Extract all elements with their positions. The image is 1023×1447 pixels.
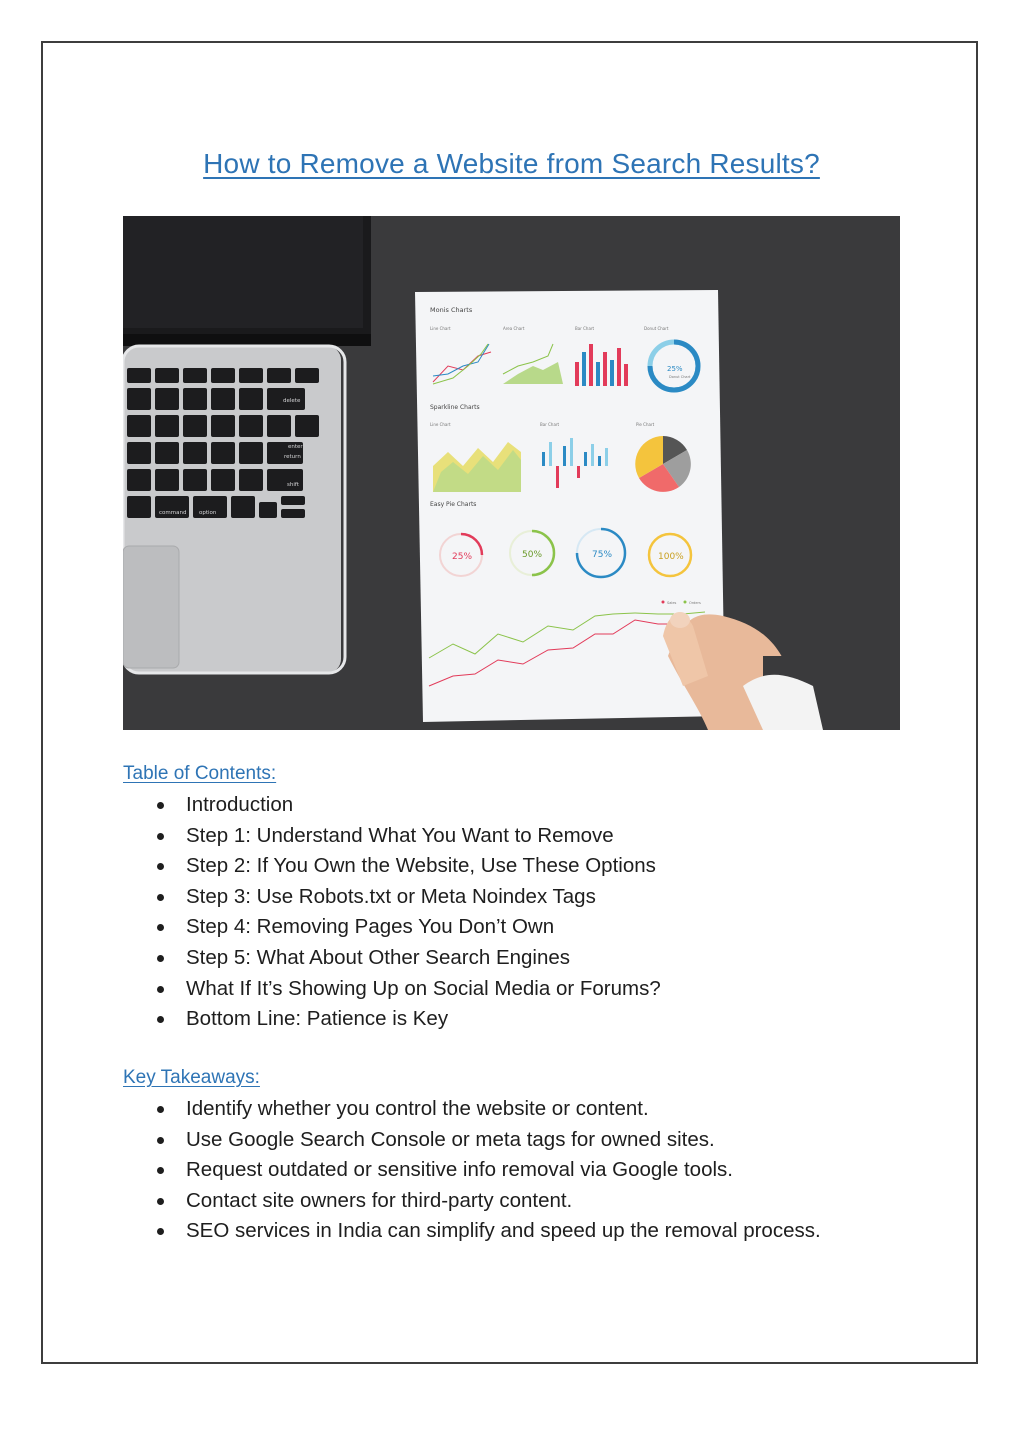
- takeaway-text: SEO services in India can simplify and speed up the removal process.: [186, 1219, 821, 1243]
- toc-item[interactable]: [123, 974, 661, 1005]
- toc-item-label: Step 1: Understand What You Want to Remove: [186, 823, 614, 847]
- mini-label: Line Chart: [430, 326, 451, 331]
- toc-item-label: Step 2: If You Own the Website, Use These Options: [186, 854, 656, 878]
- section-easy-pie: Easy Pie Charts: [430, 501, 477, 508]
- toc-item-label: Bottom Line: Patience is Key: [186, 1007, 449, 1031]
- toc-item[interactable]: [123, 821, 661, 852]
- toc-item[interactable]: [123, 1004, 661, 1035]
- takeaway-text: Request outdated or sensitive info removal via Google tools.: [186, 1158, 733, 1182]
- mini-label: Bar Chart: [540, 422, 560, 427]
- legend-orders: Orders: [689, 601, 701, 605]
- toc-item[interactable]: [123, 912, 661, 943]
- takeaway-item: [123, 1125, 821, 1156]
- key-takeaways-list: [123, 1094, 821, 1247]
- bullet-icon: [157, 802, 164, 809]
- table-of-contents-heading: Table of Contents:: [123, 763, 277, 784]
- mini-label: Bar Chart: [575, 326, 595, 331]
- donut-caption: Donut Chart: [669, 375, 691, 379]
- toc-item[interactable]: [123, 851, 661, 882]
- easy-pie-50: 50%: [522, 550, 543, 560]
- bullet-icon: [157, 1016, 164, 1023]
- key-option: option: [199, 510, 217, 516]
- takeaway-item: [123, 1216, 821, 1247]
- toc-item-label: Step 4: Removing Pages You Don’t Own: [186, 915, 555, 939]
- bullet-icon: [157, 1137, 164, 1144]
- bullet-icon: [157, 1228, 164, 1235]
- section-sparkline: Sparkline Charts: [430, 404, 480, 411]
- donut-value: 25%: [667, 365, 683, 373]
- laptop-trackpad: [123, 546, 179, 668]
- toc-item-label: Step 5: What About Other Search Engines: [186, 945, 571, 969]
- bullet-icon: [157, 924, 164, 931]
- bullet-icon: [157, 955, 164, 962]
- toc-item-label: What If It’s Showing Up on Social Media or Forums?: [186, 976, 661, 1000]
- mini-label: Area Chart: [503, 326, 525, 331]
- key-return: return: [284, 454, 301, 460]
- easy-pie-75: 75%: [592, 550, 613, 560]
- takeaway-item: [123, 1094, 821, 1125]
- toc-item[interactable]: [123, 882, 661, 913]
- toc-item-label: Step 3: Use Robots.txt or Meta Noindex Tags: [186, 884, 596, 908]
- mini-label: Donut Chart: [644, 326, 669, 331]
- bullet-icon: [157, 986, 164, 993]
- report-heading: Monis Charts: [430, 306, 473, 314]
- mini-label: Line Chart: [430, 422, 451, 427]
- key-takeaways-heading: Key Takeaways:: [123, 1067, 260, 1088]
- legend-sales: Sales: [667, 601, 677, 605]
- toc-item[interactable]: [123, 790, 661, 821]
- takeaway-item: [123, 1155, 821, 1186]
- bullet-icon: [157, 863, 164, 870]
- takeaway-item: [123, 1186, 821, 1217]
- key-delete: delete: [283, 398, 301, 404]
- takeaway-text: Contact site owners for third-party content.: [186, 1188, 573, 1212]
- takeaway-text: Identify whether you control the website or content.: [186, 1097, 649, 1120]
- key-enter: enter: [288, 444, 303, 450]
- easy-pie-100: 100%: [658, 552, 684, 562]
- takeaway-text: Use Google Search Console or meta tags for owned sites.: [186, 1127, 715, 1151]
- bullet-icon: [157, 1167, 164, 1174]
- toc-item[interactable]: [123, 943, 661, 974]
- toc-item-label: Introduction: [186, 793, 294, 816]
- key-command: command: [159, 510, 187, 516]
- bullet-icon: [157, 833, 164, 840]
- bullet-icon: [157, 1106, 164, 1113]
- key-shift: shift: [287, 482, 299, 488]
- page-title: How to Remove a Website from Search Results?: [203, 148, 820, 179]
- bullet-icon: [157, 1198, 164, 1205]
- bullet-icon: [157, 894, 164, 901]
- article-hero-photo: [123, 216, 900, 730]
- mini-label: Pie Chart: [636, 422, 655, 427]
- table-of-contents-list: [123, 790, 661, 1035]
- easy-pie-25: 25%: [452, 552, 473, 562]
